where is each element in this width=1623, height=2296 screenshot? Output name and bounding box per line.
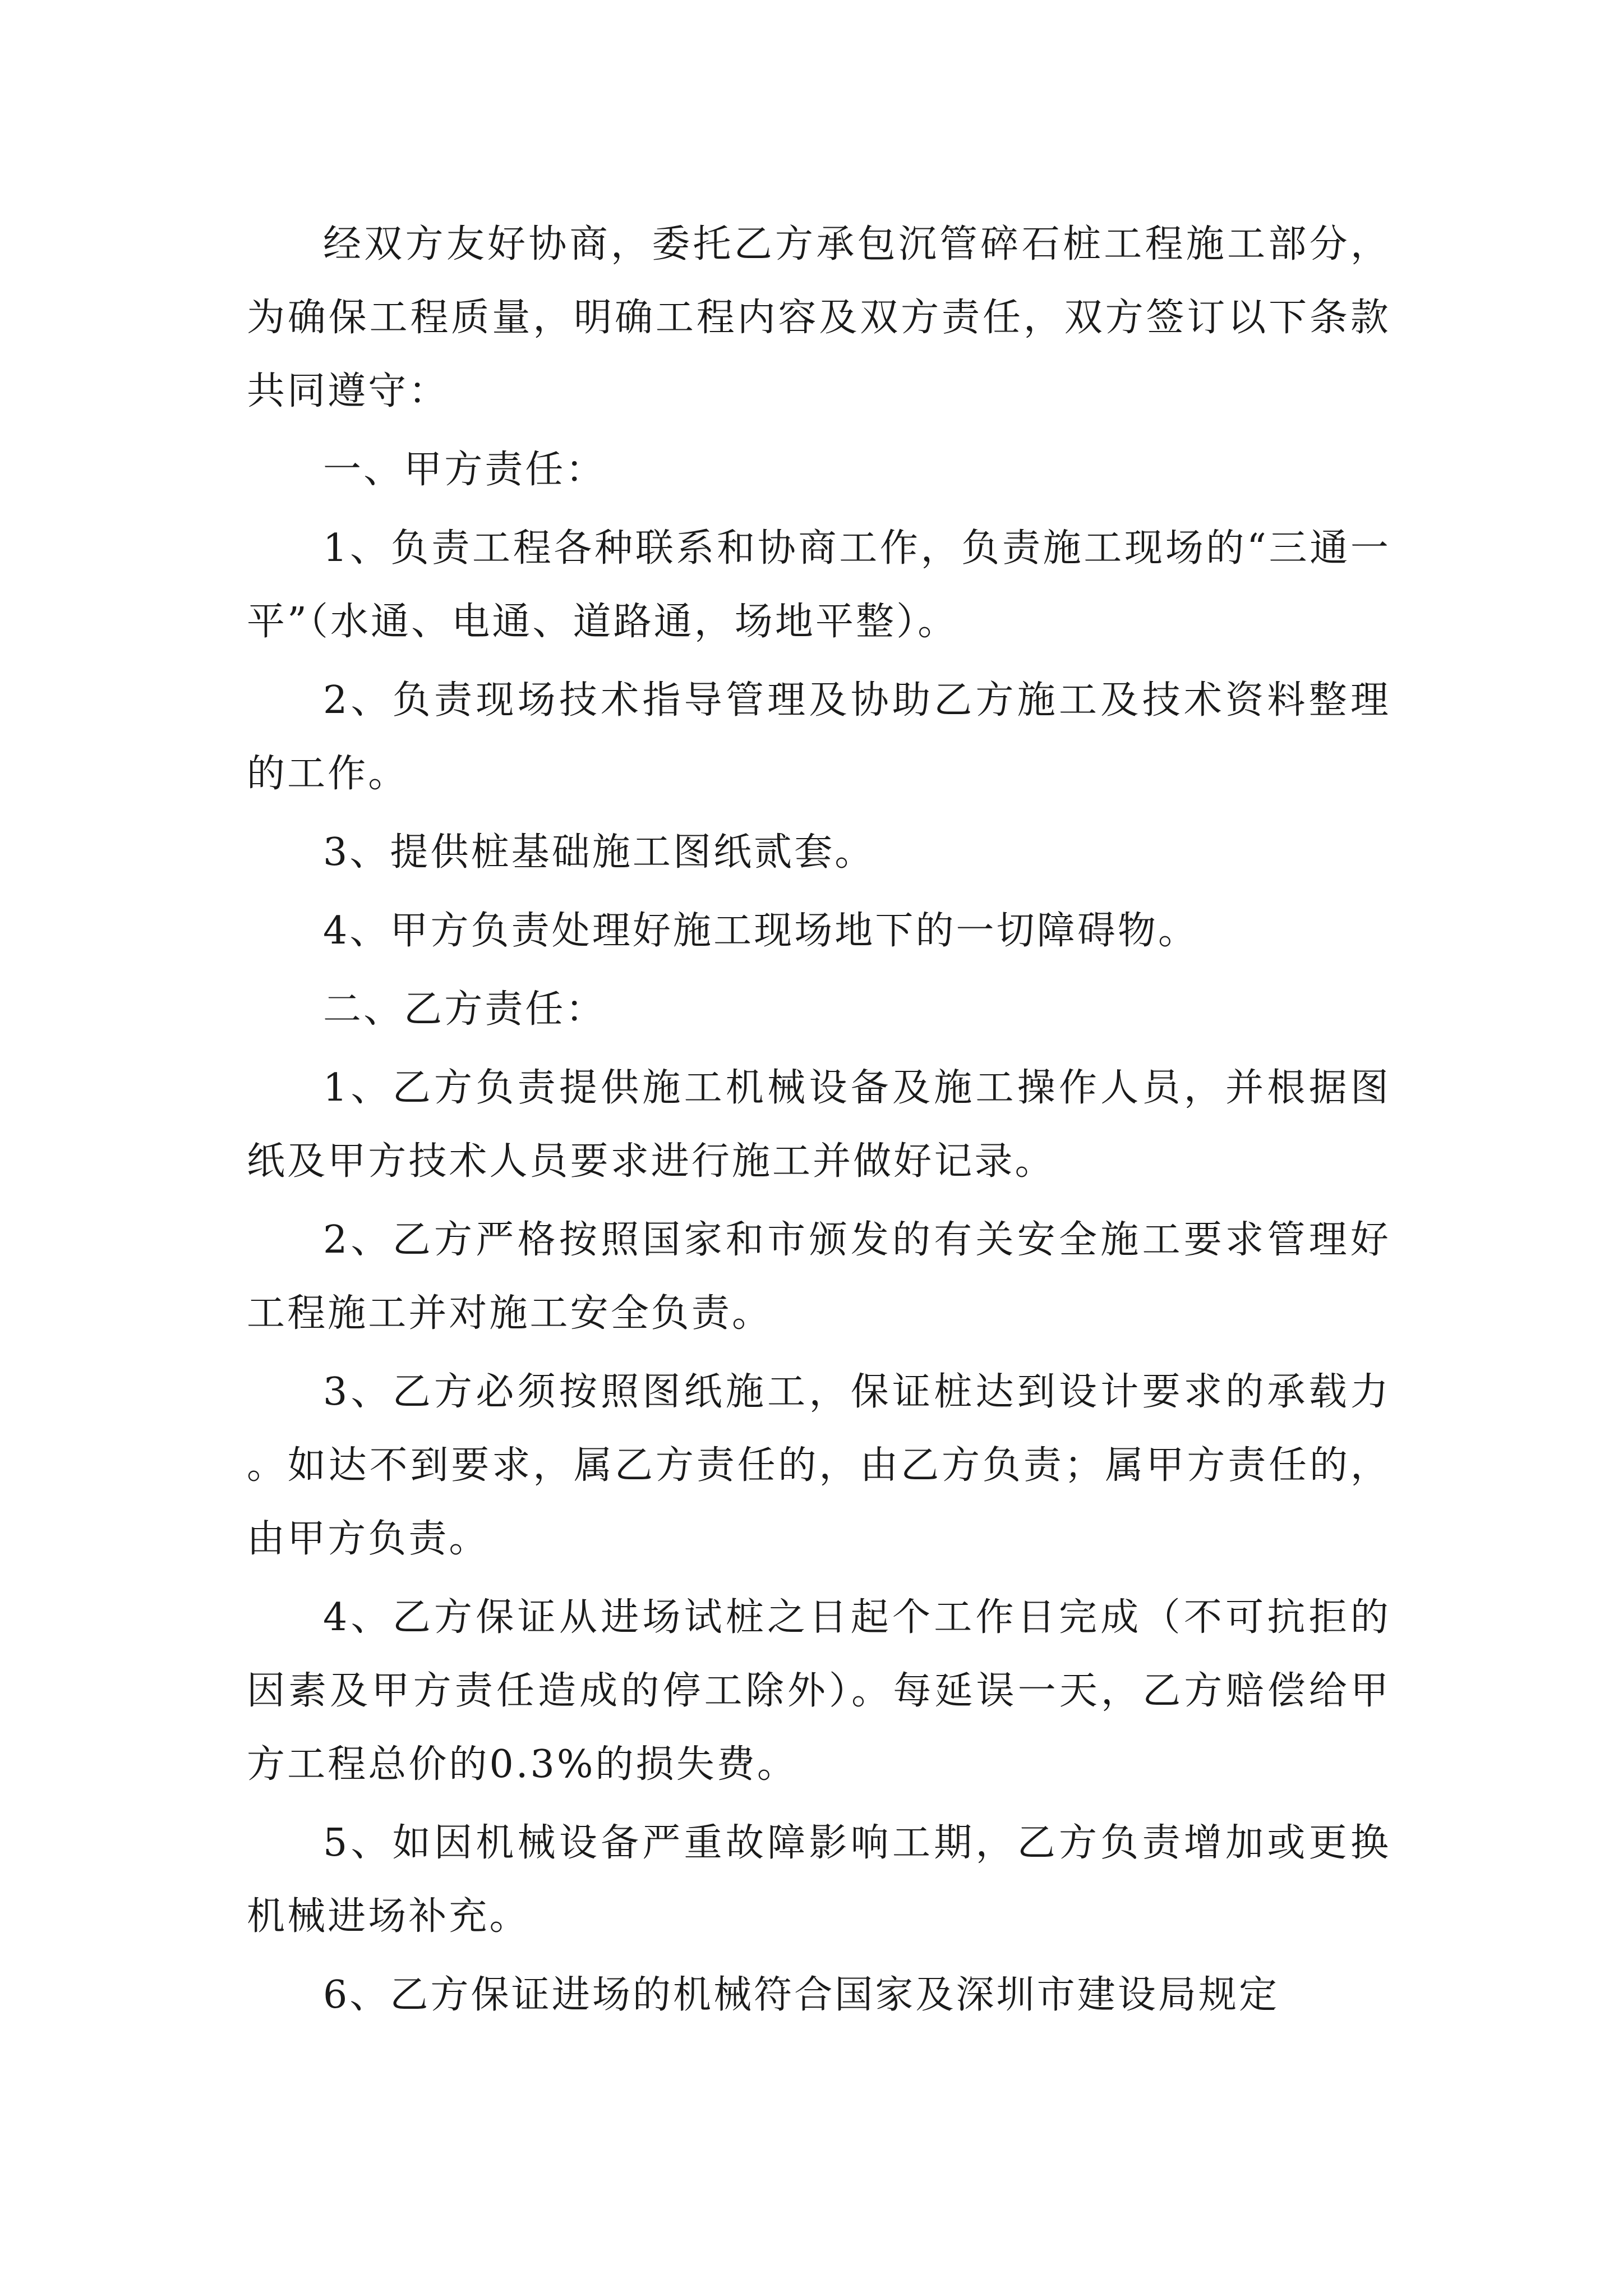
party-a-item-2: 2、负责现场技术指导管理及协助乙方施工及技术资料整理的工作。: [247, 678, 1391, 796]
document-body: [247, 208, 1391, 2037]
party-b-item-4: 4、乙方保证从进场试桩之日起个工作日完成（不可抗拒的因素及甲方责任造成的停工除外）。每延误一天，乙方赔偿给甲方工程总价的0.3%的损失费。: [247, 1595, 1391, 1787]
party-b-item-6: 6、乙方保证进场的机械符合国家及深圳市建设局规定: [323, 1973, 1280, 2017]
party-b-item-3: 3、乙方必须按照图纸施工，保证桩达到设计要求的承载力。如达不到要求，属乙方责任的，由乙方负责；属甲方责任的，由甲方负责。: [247, 1370, 1391, 1561]
party-b-item-2: 2、乙方严格按照国家和市颁发的有关安全施工要求管理好工程施工并对施工安全负责。: [247, 1218, 1391, 1336]
paragraph-intro: 经双方友好协商，委托乙方承包沉管碎石桩工程施工部分，为确保工程质量，明确工程内容及双方责任，双方签订以下条款共同遵守：: [247, 222, 1391, 413]
party-a-item-1: 1、负责工程各种联系和协商工作，负责施工现场的“三通一平”（水通、电通、道路通，场地平整）。: [247, 526, 1391, 644]
party-b-item-5: 5、如因机械设备严重故障影响工期，乙方负责增加或更换机械进场补充。: [247, 1821, 1391, 1939]
party-a-item-4: 4、甲方负责处理好施工现场地下的一切障碍物。: [323, 909, 1199, 953]
party-b-item-1: 1、乙方负责提供施工机械设备及施工操作人员，并根据图纸及甲方技术人员要求进行施工并做好记录。: [247, 1066, 1391, 1184]
party-a-item-3: 3、提供桩基础施工图纸贰套。: [323, 830, 875, 875]
heading-party-b-duties: 二、乙方责任：: [323, 987, 606, 1032]
heading-party-a-duties: 一、甲方责任：: [323, 448, 606, 492]
